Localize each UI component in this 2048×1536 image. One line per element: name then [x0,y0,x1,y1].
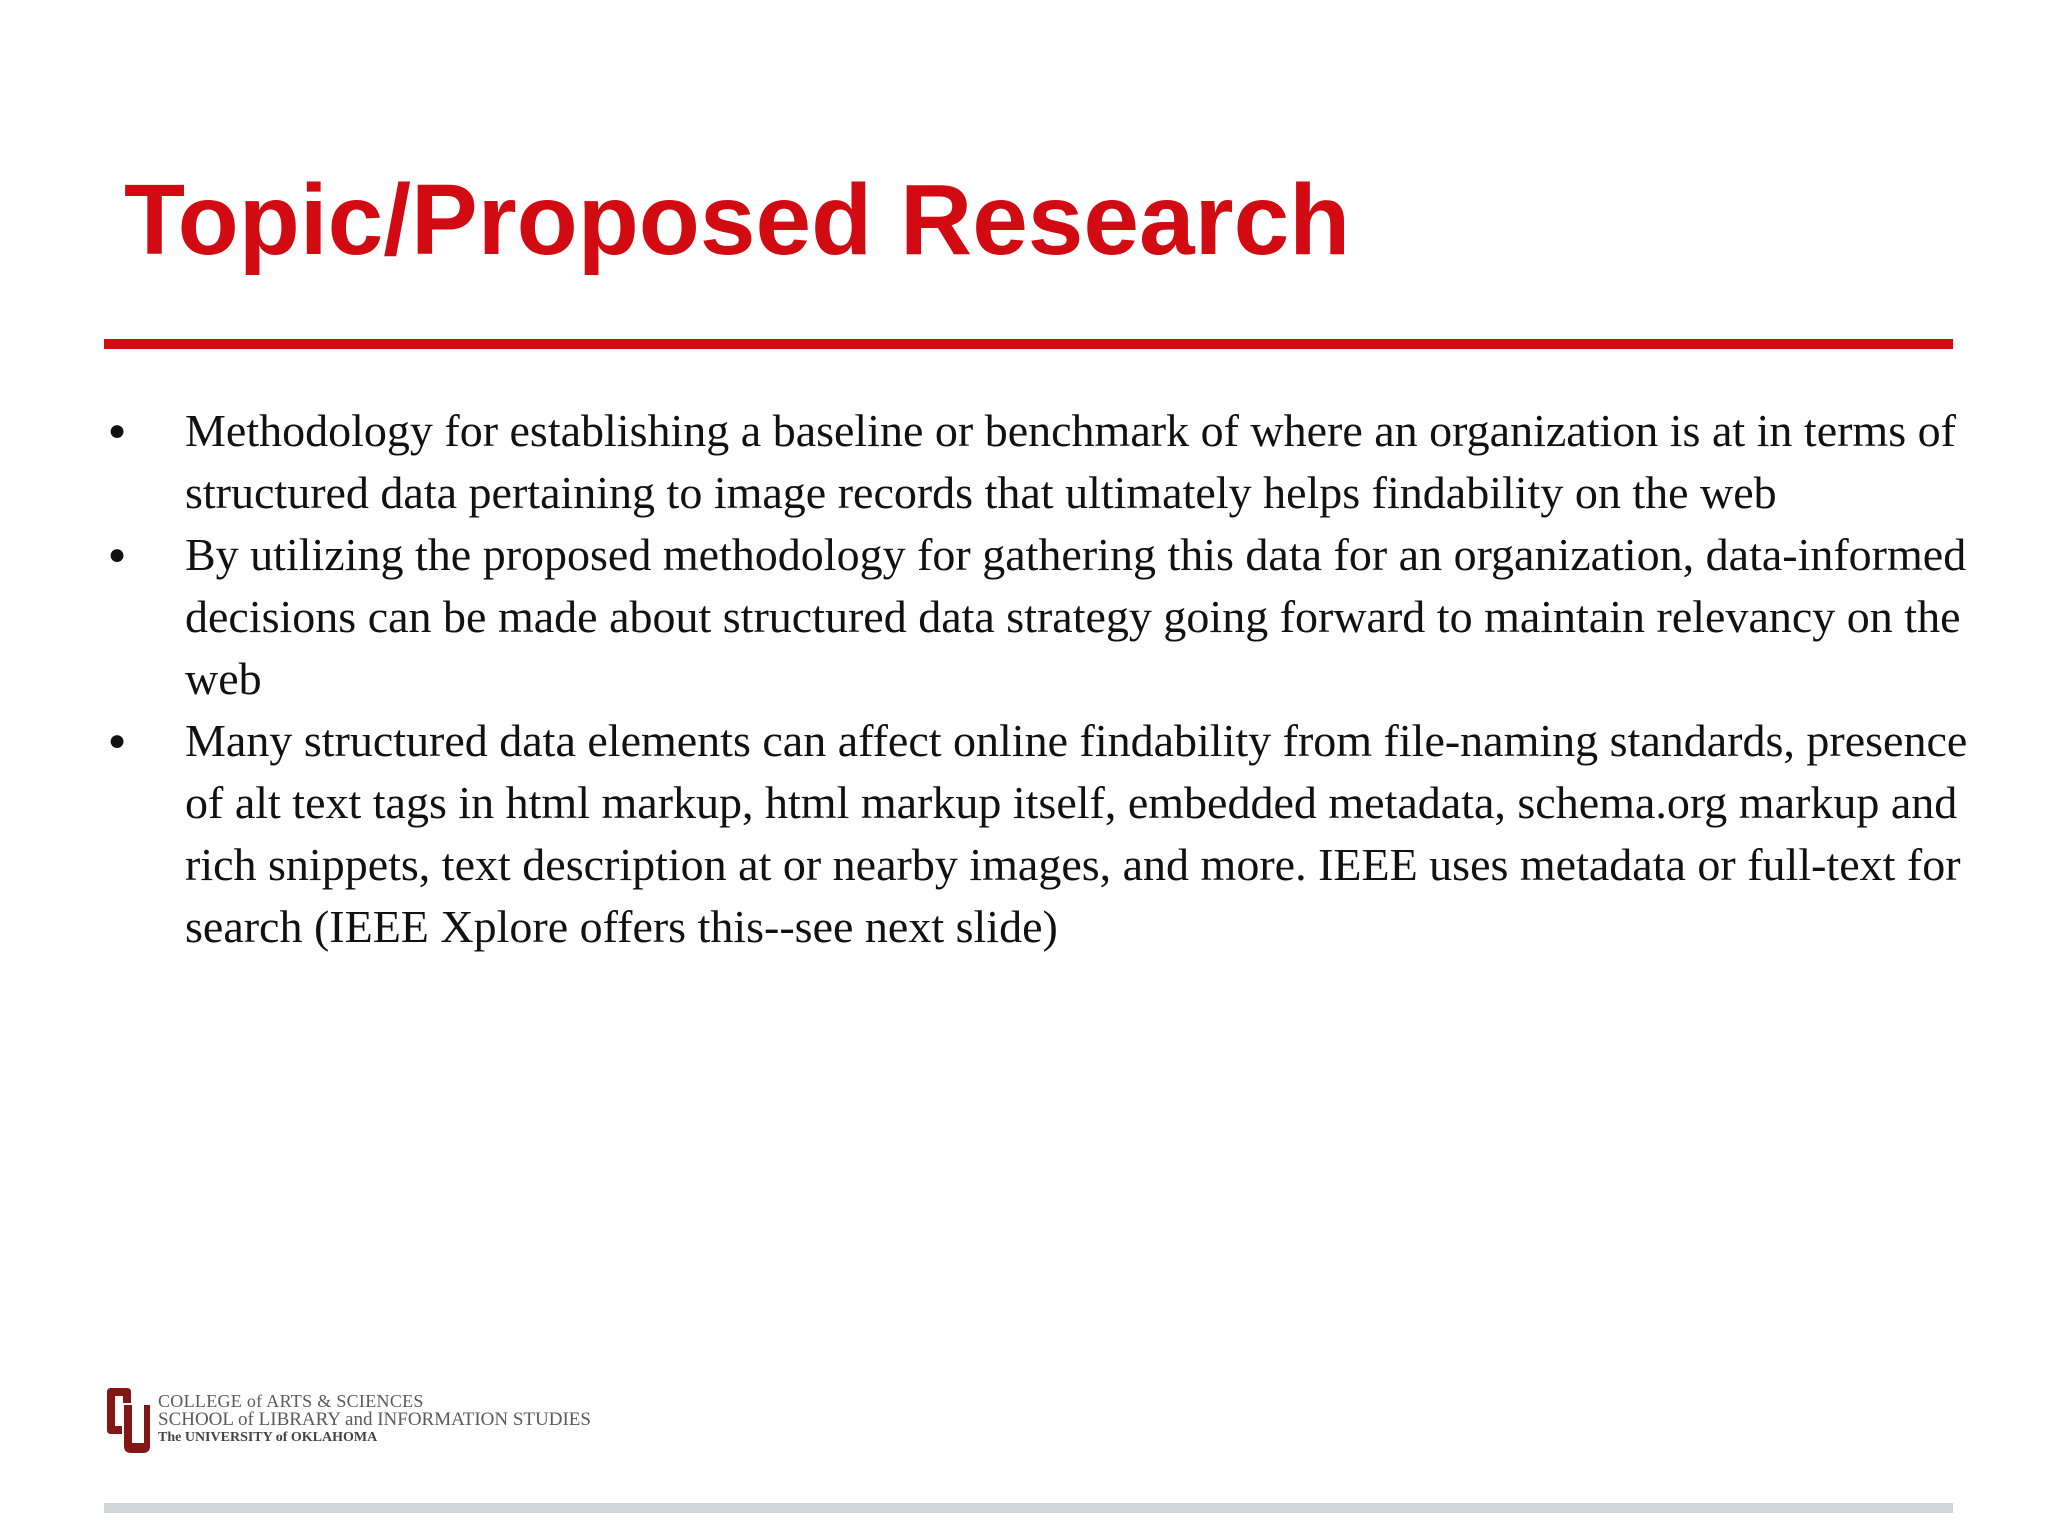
bullet-item [104,400,1974,524]
bullet-text: Methodology for establishing a baseline or benchmark of where an organization is at in terms of structured data pertaining to image records that ultimately helps findability on the web [185,405,1956,518]
logo-school-line: SCHOOL of LIBRARY and INFORMATION STUDIES [158,1409,591,1430]
ou-interlocking-logo-icon [103,1386,153,1456]
bullet-marker: ● [108,414,127,447]
title-underline [104,339,1953,349]
logo-university-line: The UNIVERSITY of OKLAHOMA [158,1430,378,1445]
logo-text [158,1392,591,1446]
bullet-text: Many structured data elements can affect online findability from file-naming standards, presence of alt text tags in html markup, html markup itself, embedded metadata, schema.org markup and rich snippets, text description at or nearby images, and more. IEEE uses metadata or full-text for search (IEEE Xplore offers this--see next slide) [185,715,1968,952]
footer-logo [103,1386,623,1456]
bullet-text: By utilizing the proposed methodology for gathering this data for an organization, data-informed decisions can be made about structured data strategy going forward to maintain relevancy on the web [185,529,1967,704]
slide-title: Topic/Proposed Research [124,164,1351,276]
footer-rule [104,1503,1953,1513]
bullet-marker: ● [108,538,127,571]
bullet-item [104,524,1974,710]
bullet-item [104,710,1974,958]
bullet-marker: ● [108,724,127,757]
logo-college-line: COLLEGE of ARTS & SCIENCES [158,1391,424,1411]
bullet-list [104,400,1974,958]
